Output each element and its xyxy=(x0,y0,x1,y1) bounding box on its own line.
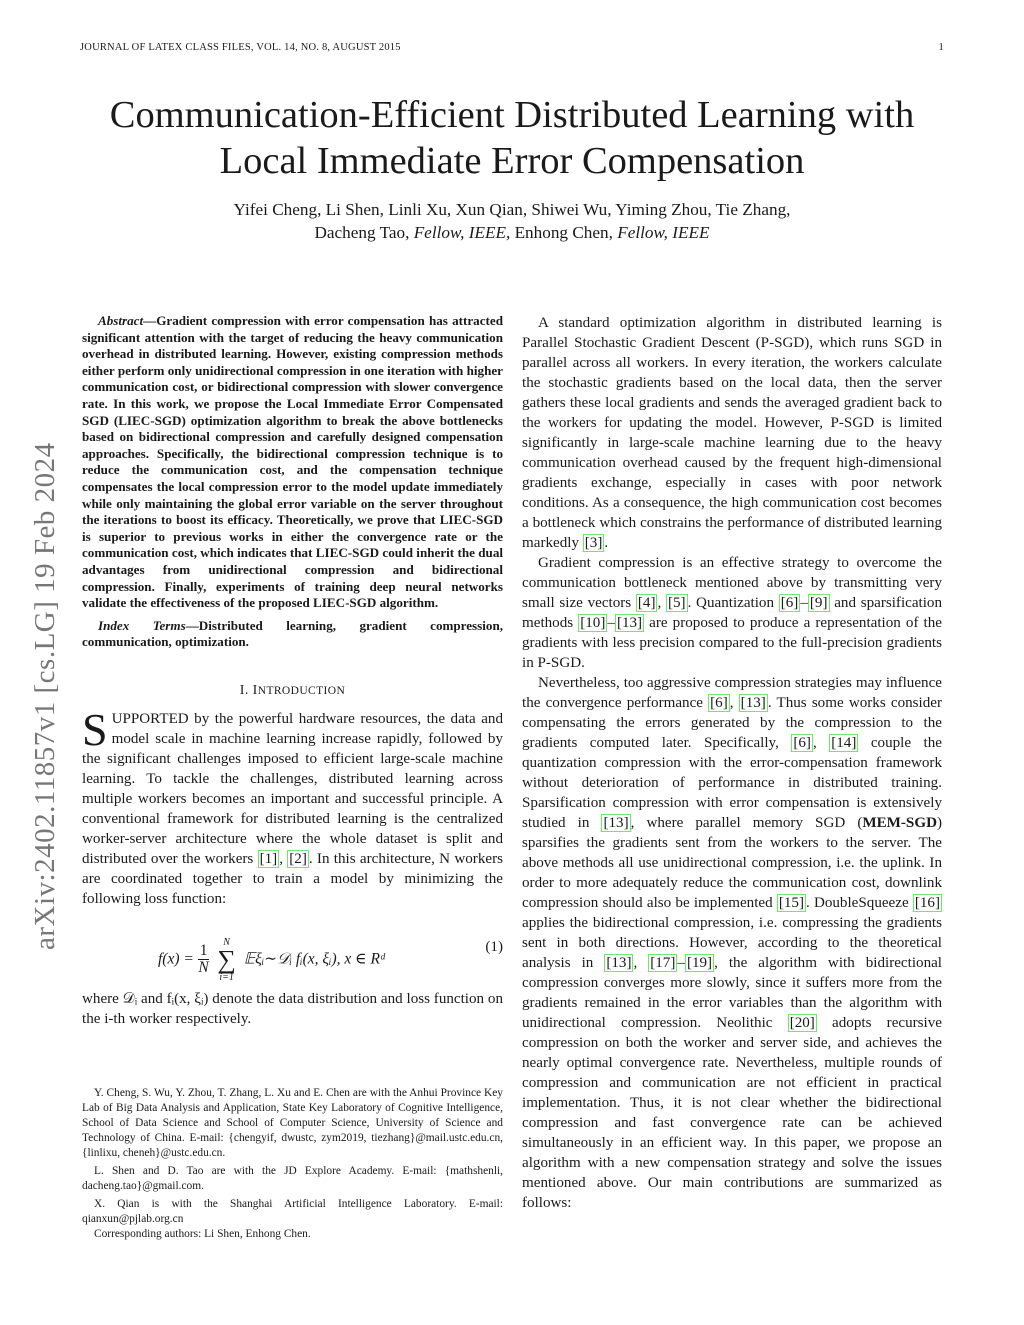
loss-formula xyxy=(158,937,385,983)
mem-sgd-term: MEM-SGD xyxy=(862,815,937,831)
citation-13c[interactable]: [13] xyxy=(603,815,629,831)
citation-19[interactable]: [19] xyxy=(686,955,713,971)
fellow-ieee-1: Fellow, IEEE xyxy=(413,223,506,242)
r3-text-e: couple the quantization compression with the error-compensation framework without deterioration of performance in distributed training. Sparsification compression with error compensation is extensively studied in xyxy=(522,735,942,831)
citation-4[interactable]: [4] xyxy=(637,595,656,611)
r3-text-a: Nevertheless, too aggressive compression strategies may influence the convergence performance xyxy=(522,675,942,711)
eq-frac-top: 1 xyxy=(199,942,208,960)
r2-text-e: and sparsification methods xyxy=(522,595,943,631)
eq-sum-bot: i=1 xyxy=(219,971,234,983)
r3-text-g: ) sparsifies the gradients sent from the workers to the server. The above methods all use unidirectional compression, i.e. the uplink. In order to more adequately reduce the communication cost, downlink compression should also be implemented xyxy=(522,815,942,911)
paper-title xyxy=(40,92,984,184)
section-title-first: I xyxy=(252,682,258,698)
section-heading-introduction xyxy=(82,681,503,701)
intro-text-b: , xyxy=(279,850,288,867)
r1-text-b: . xyxy=(604,535,609,551)
r3-text-l: , the algorithm with bidirectional compression converges more slowly, since it suffers more from the gradients remained in the error variables than the algorithm with unidirectional compression. Neolithic xyxy=(522,955,943,1031)
authors-line-2 xyxy=(60,221,964,244)
title-line-1: Communication-Efficient Distributed Learning with xyxy=(109,94,915,136)
abstract-text: —Gradient compression with error compensation has attracted significant attention with the target of reducing the heavy communication overhead in distributed learning. However, existing compression methods either perform only unidirectional compression in one iteration with higher communication cost, or bidirectional compression with slower convergence rate. In this work, we propose the Local Immediate Error Compensated SGD (LIEC-SGD) optimization algorithm to break the above bottlenecks based on bidirectional compression and carefully designed compensation approaches. Specifically, the bidirectional compression technique is to reduce the communication cost, and the compensation technique compensates the local compression error to the model update immediately while only maintaining the global error variable on the server throughout the iterations to boost its efficacy. Theoretically, we prove that LIEC-SGD is superior to previous works in either the convergence rate or the communication cost, which indicates that LIEC-SGD could inherit the dual advantages from unidirectional compression and bidirectional compression. Finally, experiments of training deep neural networks validate the effectiveness of the proposed LIEC-SGD algorithm. xyxy=(82,313,503,611)
citation-2[interactable]: [2] xyxy=(289,850,307,867)
arxiv-stamp: arXiv:2402.11857v1 [cs.LG] 19 Feb 2024 xyxy=(29,442,61,950)
left-column xyxy=(82,313,503,1029)
r3-text-m: adopts recursive compression on both the worker and server side, and achieves the nearly optimal convergence rate. Nevertheless, multiple rounds of compression and communication are not efficient in practical implementation. Thus, it is not clear whether the bidirectional compression and fast convergence rate can be achieved simultaneously in an efficient way. In this paper, we propose an algorithm with a new compensation strategy and solve the issues mentioned above. Our main contributions are summarized as follows: xyxy=(522,1015,942,1211)
title-line-2: Local Immediate Error Compensation xyxy=(219,140,805,182)
citation-14[interactable]: [14] xyxy=(831,735,857,751)
citation-6[interactable]: [6] xyxy=(780,595,799,611)
citation-10[interactable]: [10] xyxy=(580,615,606,631)
r3-text-b: , xyxy=(729,695,739,711)
r3-text-h: . DoubleSqueeze xyxy=(805,895,913,911)
citation-1[interactable]: [1] xyxy=(259,850,278,867)
footnote-affiliation-ustc: Y. Cheng, S. Wu, Y. Zhou, T. Zhang, L. Xu and E. Chen are with the Anhui Province Key Lab of Big Data Analysis and Application, State Key Laboratory of Cognitive Intelligence, School of Data Science and School of Computer Science, University of Science and Technology of China. E-mail: {chengyif, dwustc, zym2019, tiezhang}@mail.ustc.edu.cn, {linlixu, cheneh}@ustc.edu.cn. xyxy=(82,1087,503,1159)
r2-dash-2: – xyxy=(607,615,615,631)
citation-17[interactable]: [17] xyxy=(650,955,676,971)
footnote-affiliation-jd: L. Shen and D. Tao are with the JD Explore Academy. E-mail: {mathshenli, dacheng.tao}@gmail.com. xyxy=(82,1165,503,1192)
index-terms-label: Index Terms xyxy=(98,617,186,633)
right-column xyxy=(522,313,942,1213)
citation-6b[interactable]: [6] xyxy=(710,695,728,711)
intro-paragraph-1 xyxy=(82,703,503,909)
authors-line-1: Yifei Cheng, Li Shen, Linli Xu, Xun Qian, Shiwei Wu, Yiming Zhou, Tie Zhang, xyxy=(233,200,791,219)
r2-text-b: , xyxy=(657,595,666,611)
r2-text-g: are proposed to produce a representation of the gradients with less precision compared to the full-precision gradients in P-SGD. xyxy=(522,615,943,671)
author-chen: , Enhong Chen, xyxy=(505,223,618,242)
citation-16[interactable]: [16] xyxy=(914,895,940,911)
equation-1 xyxy=(82,921,503,981)
citation-6c[interactable]: [6] xyxy=(793,735,811,751)
page-number: 1 xyxy=(938,42,944,53)
r2-text-a: Gradient compression is an effective strategy to overcome the communication bottleneck mentioned above by transmitting very small size vectors xyxy=(522,555,942,611)
running-header xyxy=(80,42,944,58)
eq-sum-top: N xyxy=(223,936,230,948)
section-title-rest: NTRODUCTION xyxy=(257,684,346,697)
equation-number: (1) xyxy=(485,938,503,955)
footnote-affiliation-shanghai: X. Qian is with the Shanghai Artificial Intelligence Laboratory. E-mail: qianxun@pjlab.org.cn xyxy=(82,1198,503,1225)
author-list xyxy=(60,198,964,244)
author-tao: Dacheng Tao, xyxy=(314,223,414,242)
r1-text-a: A standard optimization algorithm in distributed learning is Parallel Stochastic Gradient Descent (P-SGD), which runs SGD in parallel across all workers. In every iteration, the workers calculate the stochastic gradients based on the local data, then the server gathers these local gradients and sends the averaged gradient back to the workers for updating the model. However, P-SGD is limited significantly in large-scale machine learning due to the heavy communication overhead caused by the frequent high-dimensional gradients exchange, especially in cases with poor network conditions. As a consequence, the high communication cost becomes a bottleneck which constrains the performance of distributed learning markedly xyxy=(522,315,942,551)
r3-text-c: . Thus some works consider compensating the errors generated by the compression to the gradients computed later. Specifically, xyxy=(522,695,942,751)
citation-20[interactable]: [20] xyxy=(789,1015,815,1031)
citation-13[interactable]: [13] xyxy=(616,615,643,631)
right-paragraph-3 xyxy=(522,673,942,1213)
footnotes xyxy=(82,1086,503,1242)
sigma-icon: ∑ xyxy=(217,944,236,974)
index-terms xyxy=(82,618,503,651)
citation-3[interactable]: [3] xyxy=(584,535,603,551)
r3-text-d: , xyxy=(812,735,830,751)
citation-15[interactable]: [15] xyxy=(778,895,804,911)
journal-header: JOURNAL OF LATEX CLASS FILES, VOL. 14, NO. 8, AUGUST 2015 xyxy=(80,42,401,53)
intro-text-c: . In this architecture, N workers are coordinated together to train a model by minimizing the following loss function: xyxy=(82,850,503,907)
citation-13b[interactable]: [13] xyxy=(740,695,766,711)
r3-text-f: , where parallel memory SGD ( xyxy=(630,815,863,831)
intro-text-a: UPPORTED by the powerful hardware resources, the data and model scale in machine learning increase rapidly, followed by the significant challenges imposed to efficient large-scale machine learning. To tackle the challenges, distributed learning across multiple workers becomes an important and successful principle. A conventional framework for distributed learning is the centralized worker-server architecture where the whole dataset is split and distributed over the workers xyxy=(82,710,503,867)
section-numeral: I. xyxy=(239,682,249,698)
abstract xyxy=(82,313,503,612)
r2-text-c: . Quantization xyxy=(687,595,779,611)
right-paragraph-2 xyxy=(522,553,942,673)
r3-text-i: applies the bidirectional compression, i.e. compressing the gradients sent in both directions. However, according to the theoretical analysis in xyxy=(522,915,942,971)
citation-5[interactable]: [5] xyxy=(667,595,686,611)
r3-dash: – xyxy=(677,955,685,971)
footnote-corresponding: Corresponding authors: Li Shen, Enhong Chen. xyxy=(94,1228,311,1240)
right-paragraph-1 xyxy=(522,313,942,553)
drop-cap: S xyxy=(82,703,108,755)
r2-dash-1: – xyxy=(800,595,808,611)
eq-frac-bot: N xyxy=(198,959,209,977)
eq-lhs: f(x) = xyxy=(158,950,198,968)
index-terms-text: —Distributed learning, gradient compression, communication, optimization. xyxy=(82,617,503,650)
citation-9[interactable]: [9] xyxy=(809,595,828,611)
abstract-label: Abstract xyxy=(98,313,144,328)
eq-fraction xyxy=(198,943,210,976)
citation-13d[interactable]: [13] xyxy=(606,955,632,971)
fellow-ieee-2: Fellow, IEEE xyxy=(617,223,710,242)
eq-sum xyxy=(217,937,236,983)
eq-rhs: 𝔼ξᵢ∼𝒟ᵢ fᵢ(x, ξᵢ), x ∈ Rᵈ xyxy=(243,950,385,968)
intro-paragraph-2: where 𝒟ᵢ and fᵢ(x, ξᵢ) denote the data distribution and loss function on the i-th worker respectively. xyxy=(82,990,503,1027)
r3-text-j: , xyxy=(633,955,649,971)
